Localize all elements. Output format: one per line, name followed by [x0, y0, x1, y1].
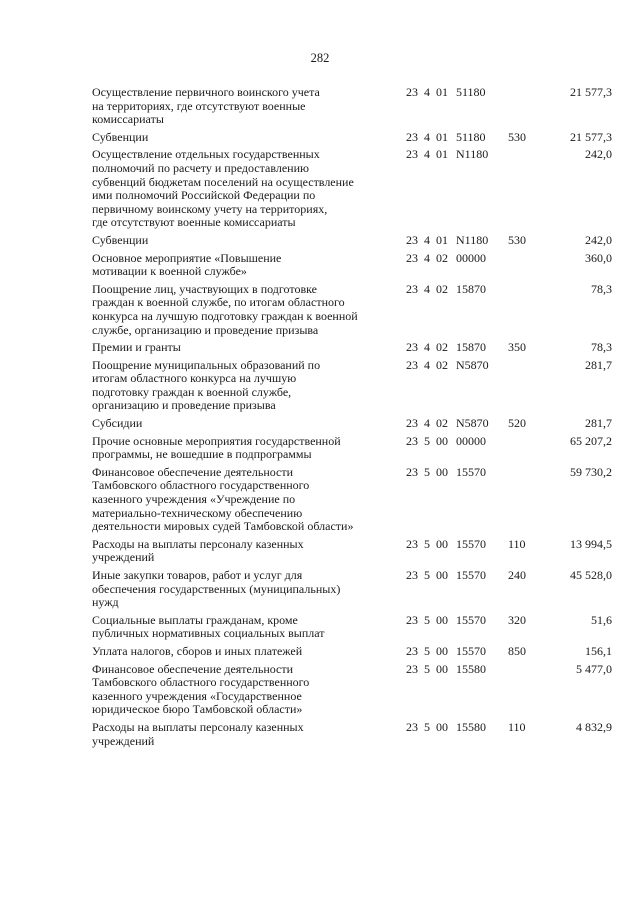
amount: 21 577,3: [570, 129, 612, 144]
amount: 65 207,2: [570, 433, 612, 448]
expense-direction-code: 15570: [456, 536, 486, 551]
amount: 59 730,2: [570, 464, 612, 479]
table-row: [92, 252, 612, 279]
expense-name: Субсидии: [92, 416, 143, 431]
subprogram-code: 5: [424, 433, 430, 448]
table-row: [92, 341, 612, 355]
budget-table: [92, 86, 612, 752]
expense-direction-code: N5870: [456, 416, 489, 431]
classification-code: [406, 645, 504, 659]
classification-code: [406, 435, 504, 449]
expense-direction-code: 15570: [456, 464, 486, 479]
subprogram-code: 4: [424, 147, 430, 162]
amount: 242,0: [585, 147, 612, 162]
subprogram-code: 5: [424, 568, 430, 582]
subprogram-code: 5: [424, 661, 430, 676]
program-code: 23: [406, 536, 418, 551]
table-row: [92, 86, 612, 127]
expense-direction-code: 00000: [456, 250, 486, 265]
main-activity-code: 00: [436, 433, 448, 448]
expense-direction-code: 15570: [456, 612, 486, 627]
program-code: 23: [406, 433, 418, 448]
expense-name: Субвенции: [92, 232, 149, 247]
subprogram-code: 4: [424, 129, 430, 144]
main-activity-code: 02: [436, 357, 448, 372]
main-activity-code: 02: [436, 250, 448, 265]
classification-code: [406, 663, 504, 677]
expense-direction-code: N5870: [456, 357, 489, 372]
expense-direction-code: 51180: [456, 85, 486, 99]
expense-type-code: 320: [508, 612, 526, 627]
main-activity-code: 01: [436, 147, 448, 162]
expense-type-code: 530: [508, 232, 526, 247]
amount: 242,0: [585, 232, 612, 247]
classification-code: [406, 466, 504, 480]
expense-direction-code: 00000: [456, 433, 486, 448]
main-activity-code: 00: [436, 464, 448, 479]
expense-name: Премии и гранты: [92, 340, 181, 355]
expense-direction-code: 15570: [456, 568, 486, 582]
expense-name: Иные закупки товаров, работ и услуг для обеспечения государственных (муниципальных) нужд: [92, 568, 341, 610]
expense-name: Основное мероприятие «Повышение мотивации к военной службе»: [92, 250, 282, 279]
amount: 45 528,0: [570, 568, 612, 582]
subprogram-code: 4: [424, 357, 430, 372]
amount: 78,3: [591, 340, 612, 355]
main-activity-code: 00: [436, 536, 448, 551]
subprogram-code: 5: [424, 719, 430, 734]
expense-direction-code: N1180: [456, 147, 489, 162]
classification-code: [406, 538, 504, 552]
program-code: 23: [406, 85, 418, 99]
expense-direction-code: N1180: [456, 232, 489, 247]
classification-code: [406, 417, 504, 431]
main-activity-code: 00: [436, 661, 448, 676]
main-activity-code: 01: [436, 129, 448, 144]
subprogram-code: 4: [424, 85, 430, 99]
main-activity-code: 00: [436, 568, 448, 582]
subprogram-code: 4: [424, 416, 430, 431]
amount: 51,6: [591, 612, 612, 627]
classification-code: [406, 359, 504, 373]
expense-name: Субвенции: [92, 129, 149, 144]
subprogram-code: 5: [424, 612, 430, 627]
program-code: 23: [406, 147, 418, 162]
amount: 78,3: [591, 281, 612, 296]
expense-name: Финансовое обеспечение деятельности Тамбовского областного государственного казенного учреждения «Государственное юридическое бюро Тамбовской области»: [92, 661, 310, 717]
table-row: [92, 663, 612, 717]
expense-type-code: 110: [508, 719, 526, 734]
subprogram-code: 5: [424, 536, 430, 551]
program-code: 23: [406, 661, 418, 676]
program-code: 23: [406, 643, 418, 658]
expense-name: Осуществление отдельных государственных полномочий по расчету и предоставлению субвенций бюджетам поселений на осуществление ими полномочий Российской Федерации по первичному воинскому учету на территориях, где отсутствуют военные комиссариаты: [92, 147, 354, 230]
classification-code: [406, 86, 504, 100]
table-row: [92, 645, 612, 659]
expense-name: Осуществление первичного воинского учета на территориях, где отсутствуют военные комиссариаты: [92, 85, 320, 127]
amount: 5 477,0: [576, 661, 612, 676]
program-code: 23: [406, 612, 418, 627]
amount: 21 577,3: [570, 85, 612, 99]
page-number: 282: [310, 51, 330, 65]
expense-type-code: 110: [508, 536, 526, 551]
expense-name: Прочие основные мероприятия государственной программы, не вошедшие в подпрограммы: [92, 433, 341, 462]
program-code: 23: [406, 568, 418, 582]
classification-code: [406, 234, 504, 248]
amount: 156,1: [585, 643, 612, 658]
expense-direction-code: 15870: [456, 281, 486, 296]
program-code: 23: [406, 281, 418, 296]
main-activity-code: 00: [436, 719, 448, 734]
expense-type-code: 350: [508, 340, 526, 355]
expense-name: Расходы на выплаты персоналу казенных учреждений: [92, 536, 304, 565]
program-code: 23: [406, 340, 418, 355]
main-activity-code: 00: [436, 643, 448, 658]
amount: 360,0: [585, 250, 612, 265]
classification-code: [406, 569, 504, 583]
subprogram-code: 4: [424, 340, 430, 355]
subprogram-code: 5: [424, 464, 430, 479]
amount: 4 832,9: [576, 719, 612, 734]
expense-name: Финансовое обеспечение деятельности Тамбовского областного государственного казенного учреждения «Учреждение по материально-техническому обеспечению деятельности мировых судей Тамбовской области»: [92, 464, 354, 534]
subprogram-code: 4: [424, 281, 430, 296]
expense-direction-code: 15580: [456, 661, 486, 676]
table-row: [92, 283, 612, 337]
main-activity-code: 01: [436, 85, 448, 99]
program-code: 23: [406, 719, 418, 734]
expense-type-code: 850: [508, 643, 526, 658]
subprogram-code: 4: [424, 232, 430, 247]
program-code: 23: [406, 464, 418, 479]
expense-name: Социальные выплаты гражданам, кроме публичных нормативных социальных выплат: [92, 612, 325, 641]
program-code: 23: [406, 129, 418, 144]
subprogram-code: 4: [424, 250, 430, 265]
classification-code: [406, 131, 504, 145]
expense-direction-code: 15870: [456, 340, 486, 355]
expense-name: Уплата налогов, сборов и иных платежей: [92, 643, 303, 658]
program-code: 23: [406, 416, 418, 431]
table-row: [92, 614, 612, 641]
expense-name: Поощрение муниципальных образований по итогам областного конкурса на лучшую подготовку граждан к военной службе, организацию и проведение призыва: [92, 357, 321, 413]
expense-type-code: 530: [508, 129, 526, 144]
expense-direction-code: 15570: [456, 643, 486, 658]
table-row: [92, 721, 612, 748]
table-row: [92, 417, 612, 431]
expense-direction-code: 51180: [456, 129, 486, 144]
table-row: [92, 466, 612, 534]
classification-code: [406, 283, 504, 297]
main-activity-code: 02: [436, 281, 448, 296]
expense-direction-code: 15580: [456, 719, 486, 734]
expense-type-code: 240: [508, 568, 526, 582]
table-row: [92, 435, 612, 462]
main-activity-code: 00: [436, 612, 448, 627]
expense-name: Поощрение лиц, участвующих в подготовке граждан к военной службе, по итогам областного конкурса на лучшую подготовку граждан к военной службе, организацию и проведение призыва: [92, 281, 358, 337]
main-activity-code: 01: [436, 232, 448, 247]
classification-code: [406, 341, 504, 355]
main-activity-code: 02: [436, 340, 448, 355]
program-code: 23: [406, 250, 418, 265]
subprogram-code: 5: [424, 643, 430, 658]
expense-type-code: 520: [508, 416, 526, 431]
amount: 13 994,5: [570, 536, 612, 551]
classification-code: [406, 252, 504, 266]
amount: 281,7: [585, 357, 612, 372]
table-row: [92, 538, 612, 565]
classification-code: [406, 148, 504, 162]
table-row: [92, 148, 612, 230]
table-row: [92, 569, 612, 610]
program-code: 23: [406, 232, 418, 247]
table-row: [92, 234, 612, 248]
table-row: [92, 131, 612, 145]
amount: 281,7: [585, 416, 612, 431]
classification-code: [406, 614, 504, 628]
classification-code: [406, 721, 504, 735]
table-row: [92, 359, 612, 413]
expense-name: Расходы на выплаты персоналу казенных учреждений: [92, 719, 304, 748]
main-activity-code: 02: [436, 416, 448, 431]
program-code: 23: [406, 357, 418, 372]
